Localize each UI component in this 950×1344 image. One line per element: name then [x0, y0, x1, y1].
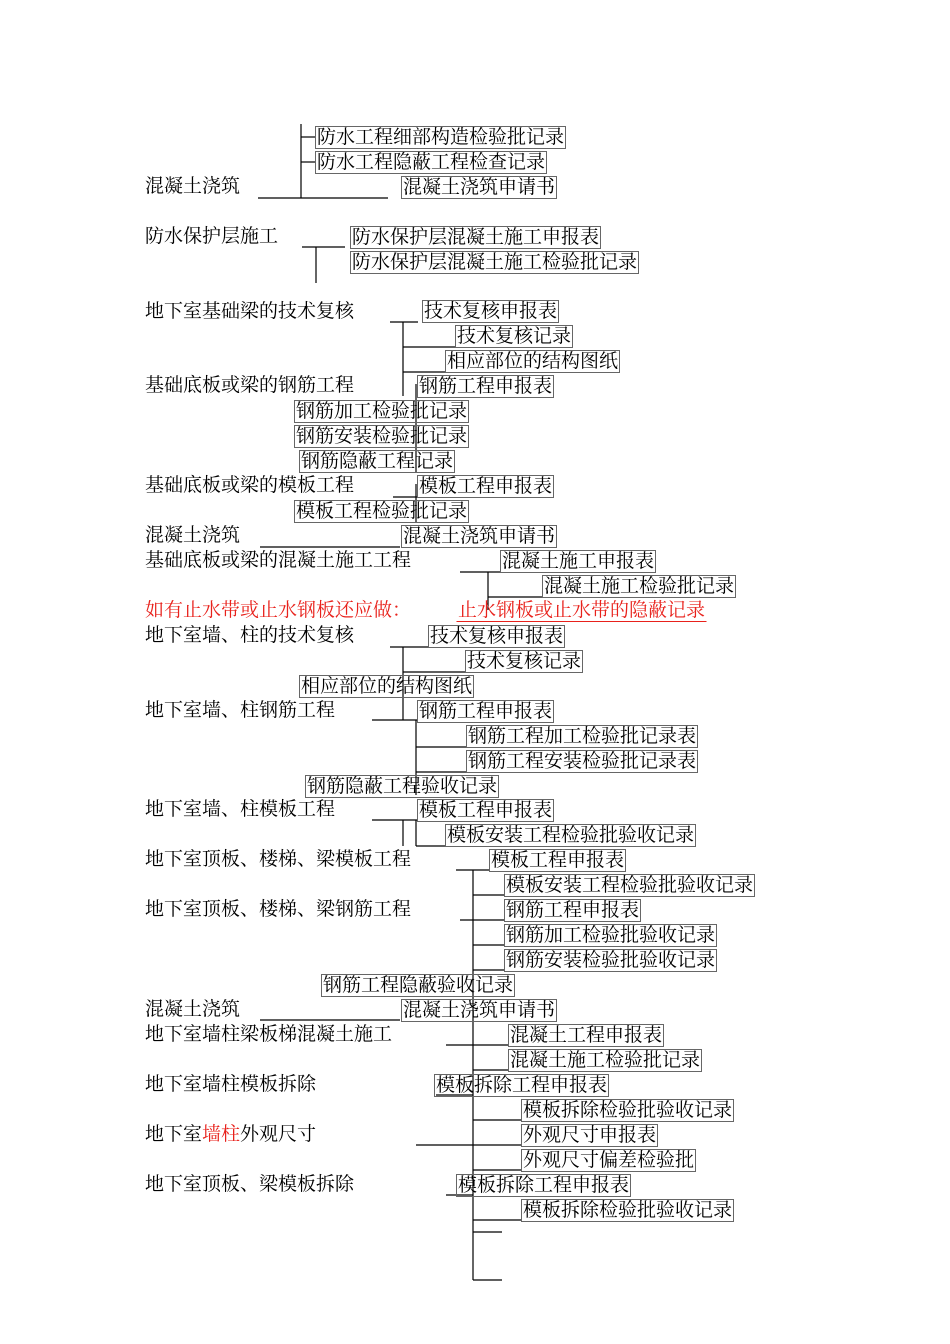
label-concrete-pour: 混凝土浇筑: [145, 175, 241, 197]
label-basement-beam-review: 地下室基础梁的技术复核: [145, 300, 355, 322]
record-box: 模板安装工程检验批验收记录: [506, 874, 754, 896]
record-box: 钢筋隐蔽工程记录: [301, 450, 454, 472]
record-box: 钢筋工程隐蔽验收记录: [323, 974, 514, 996]
record-box: 混凝土施工检验批记录: [544, 575, 735, 597]
record-box: 模板拆除工程申报表: [458, 1174, 630, 1196]
label-roof-formwork-removal: 地下室顶板、梁模板拆除: [145, 1173, 355, 1195]
record-box: 钢筋安装检验批记录: [296, 425, 468, 447]
record-box: 模板拆除工程申报表: [436, 1074, 608, 1096]
label-all-concrete: 地下室墙柱梁板梯混凝土施工: [145, 1023, 393, 1045]
label-wall-column-review: 地下室墙、柱的技术复核: [145, 624, 355, 646]
label-wall-formwork-removal: 地下室墙柱模板拆除: [145, 1073, 317, 1095]
label-waterstop-note: 如有止水带或止水钢板还应做：: [145, 599, 412, 621]
record-box: 模板工程申报表: [491, 849, 625, 871]
record-box: 混凝土浇筑申请书: [403, 999, 556, 1021]
record-box: 混凝土浇筑申请书: [403, 176, 556, 198]
record-box: 模板工程申报表: [419, 475, 553, 497]
label-base-concrete: 基础底板或梁的混凝土施工工程: [145, 549, 412, 571]
record-box: 相应部位的结构图纸: [447, 350, 619, 372]
record-box: 技术复核申报表: [424, 300, 558, 322]
record-box: 钢筋加工检验批验收记录: [506, 924, 716, 946]
record-box: 混凝土施工检验批记录: [510, 1049, 701, 1071]
label-appearance-size: 地下室墙柱外观尺寸: [145, 1123, 317, 1145]
record-box: 模板拆除检验批验收记录: [523, 1099, 733, 1121]
record-box: 钢筋工程加工检验批记录表: [468, 725, 697, 747]
record-box: 防水保护层混凝土施工申报表: [352, 226, 600, 248]
record-box: 钢筋安装检验批验收记录: [506, 949, 716, 971]
label-roof-formwork: 地下室顶板、楼梯、梁模板工程: [145, 848, 412, 870]
record-box: 模板拆除检验批验收记录: [523, 1199, 733, 1221]
record-box: 混凝土浇筑申请书: [403, 525, 556, 547]
record-box-waterstop: 止水钢板或止水带的隐蔽记录: [458, 599, 706, 621]
record-box: 外观尺寸偏差检验批: [523, 1149, 695, 1171]
label-roof-rebar: 地下室顶板、楼梯、梁钢筋工程: [145, 898, 412, 920]
record-box: 防水工程隐蔽工程检查记录: [317, 151, 546, 173]
record-box: 钢筋隐蔽工程验收记录: [307, 775, 498, 797]
record-box: 钢筋工程安装检验批记录表: [468, 750, 697, 772]
record-box: 钢筋加工检验批记录: [296, 400, 468, 422]
label-base-formwork: 基础底板或梁的模板工程: [145, 474, 355, 496]
record-box: 钢筋工程申报表: [506, 899, 640, 921]
label-wall-column-formwork: 地下室墙、柱模板工程: [145, 798, 336, 820]
record-box: 模板安装工程检验批验收记录: [447, 824, 695, 846]
label-wall-column-rebar: 地下室墙、柱钢筋工程: [145, 699, 336, 721]
record-box: 防水工程细部构造检验批记录: [317, 126, 565, 148]
record-box: 混凝土施工申报表: [502, 550, 655, 572]
record-box: 技术复核记录: [467, 650, 582, 672]
record-box: 钢筋工程申报表: [419, 375, 553, 397]
label-waterproof-protection: 防水保护层施工: [145, 225, 279, 247]
record-box: 外观尺寸申报表: [523, 1124, 657, 1146]
label-concrete-pour-2: 混凝土浇筑: [145, 524, 241, 546]
record-box: 模板工程申报表: [419, 799, 553, 821]
record-box: 技术复核记录: [457, 325, 572, 347]
label-concrete-pour-3: 混凝土浇筑: [145, 998, 241, 1020]
label-base-rebar: 基础底板或梁的钢筋工程: [145, 374, 355, 396]
record-box: 技术复核申报表: [430, 625, 564, 647]
record-box: 混凝土工程申报表: [510, 1024, 663, 1046]
record-box: 钢筋工程申报表: [419, 700, 553, 722]
record-box: 模板工程检验批记录: [296, 500, 468, 522]
record-box: 防水保护层混凝土施工检验批记录: [352, 251, 638, 273]
record-box: 相应部位的结构图纸: [301, 675, 473, 697]
